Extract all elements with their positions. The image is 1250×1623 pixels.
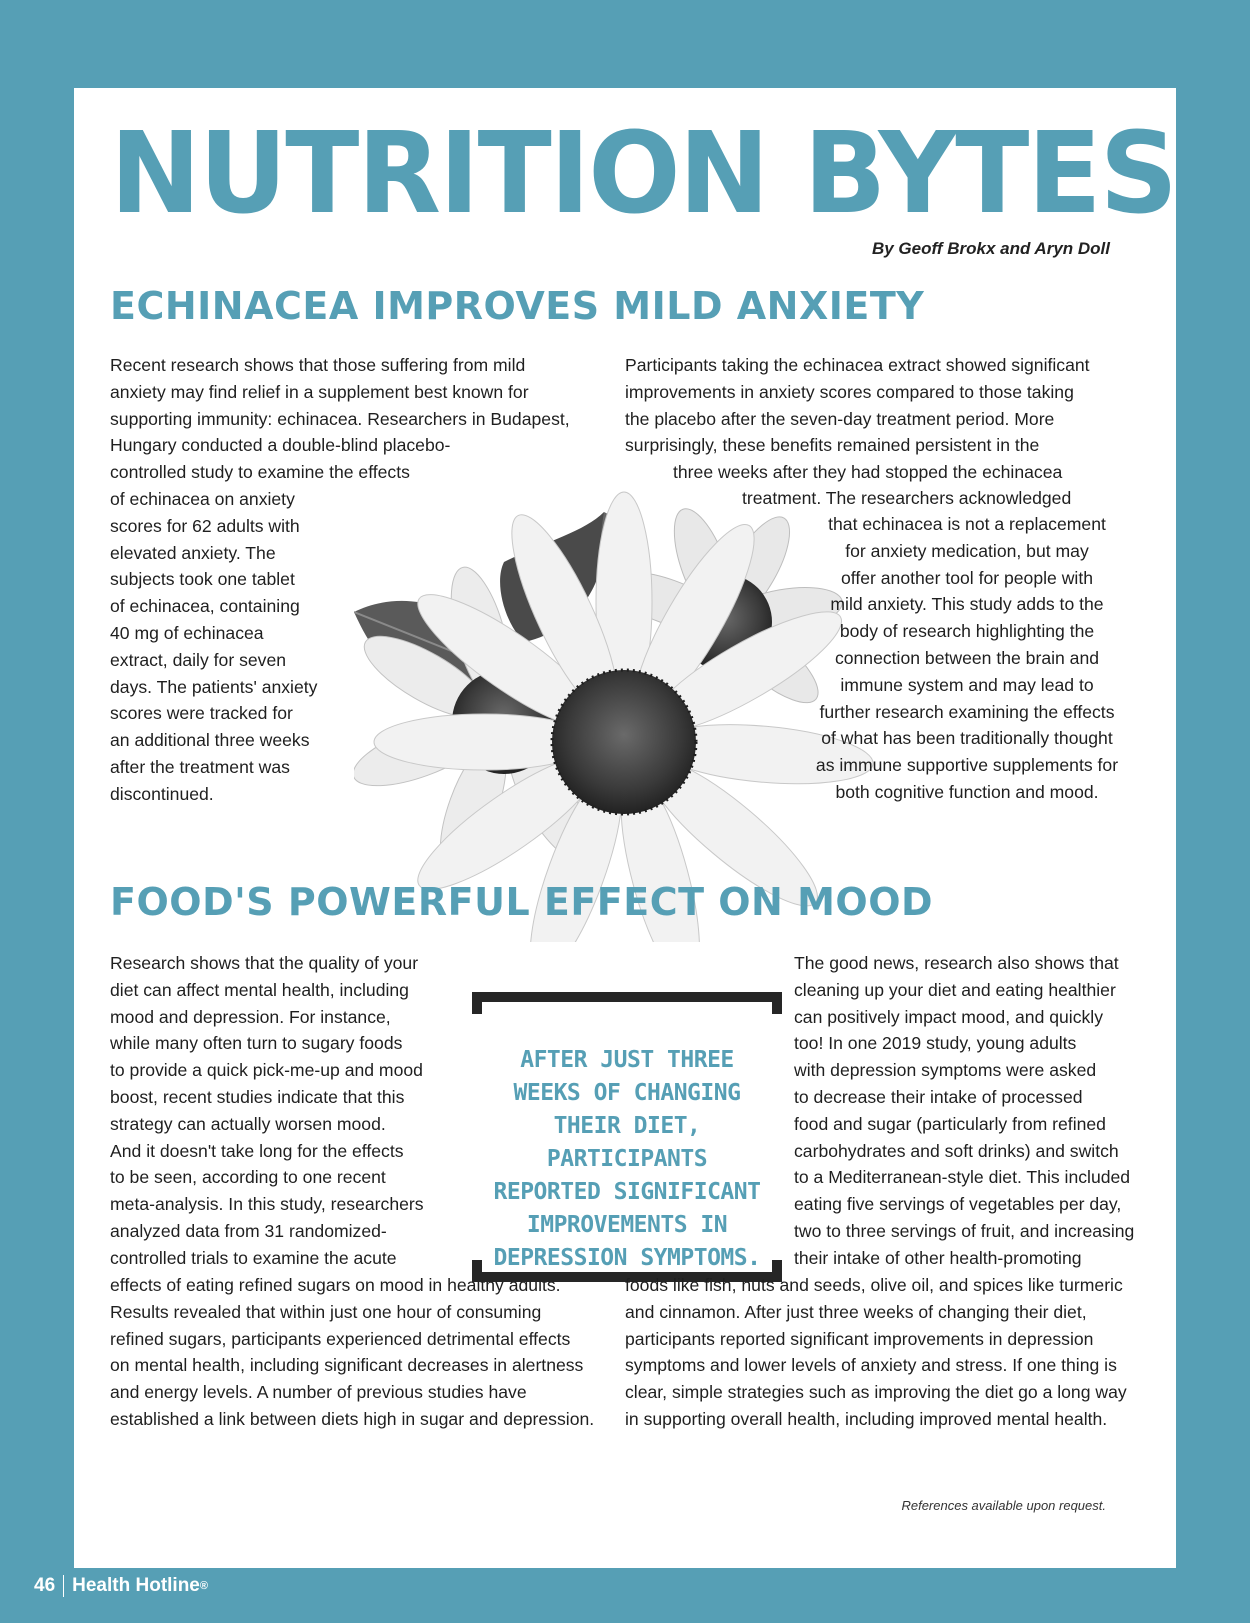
food-left-column-b: effects of eating refined sugars on mood in healthy adults. Results revealed that within just one hour of consuming refined sugars, participants experienced detrimental effects on mental health, including significant decreases in alertness and energy levels. A number of previous studies have established a link between diets high in sugar and depression. xyxy=(110,1275,595,1429)
pull-quote-text: AFTER JUST THREE WEEKS OF CHANGING THEIR DIET, PARTICIPANTS REPORTED SIGNIFICANT IMPROVEMENTS IN DEPRESSION SYMPTOMS. xyxy=(493,1047,761,1271)
page-number: 46 xyxy=(34,1575,56,1596)
echinacea-right-text-4: that echinacea is not a replacement for anxiety medication, but may offer another tool for people with mild anxiety. This study adds to the body of research highlighting the connection between the brain and immune system and may lead to further research examining the effects of what has been traditionally thought as immune supportive supplements for both cognitive function and mood. xyxy=(815,514,1119,802)
footer-divider xyxy=(63,1575,64,1597)
article-page xyxy=(74,88,1176,1568)
section-heading-echinacea: ECHINACEA IMPROVES MILD ANXIETY xyxy=(110,284,925,328)
page-title: NUTRITION BYTES xyxy=(110,109,1176,239)
references-note: References available upon request. xyxy=(901,1498,1106,1513)
echinacea-right-text-2: three weeks after they had stopped the echinacea xyxy=(673,462,1063,482)
pull-quote xyxy=(472,992,782,1282)
publication-name: Health Hotline xyxy=(72,1575,200,1596)
page-footer xyxy=(34,1575,208,1597)
food-left-column-a: Research shows that the quality of your diet can affect mental health, including mood and depression. For instance, while many often turn to sugary foods to provide a quick pick-me-up and mood boost, recent studies indicate that this strategy can actually worsen mood. And it doesn't take long for the effects to be seen, according to one recent meta-analysis. In this study, researchers analyzed data from 31 randomized- controlled trials to examine the acute xyxy=(110,953,424,1268)
echinacea-right-text-3: treatment. The researchers acknowledged xyxy=(742,488,1072,508)
food-right-column-b: foods like fish, nuts and seeds, olive oil, and spices like turmeric and cinnamon. After just three weeks of changing their diet, participants reported significant improvements in depression symptoms and lower levels of anxiety and stress. If one thing is clear, simple strategies such as improving the diet go a long way in supporting overall health, including improved mental health. xyxy=(625,1275,1127,1429)
food-right-column-a: The good news, research also shows that cleaning up your diet and eating healthier can positively impact mood, and quickly too! In one 2019 study, young adults with depression symptoms were asked to decrease their intake of processed food and sugar (particularly from refined carbohydrates and soft drinks) and switch to a Mediterranean-style diet. This included eating five servings of vegetables per day, two to three servings of fruit, and increasing their intake of other health-promoting xyxy=(794,953,1135,1268)
echinacea-right-text-1: Participants taking the echinacea extract showed significant improvements in anxiety scores compared to those taking the placebo after the seven-day treatment period. More surprisingly, these benefits remained persistent in the xyxy=(625,355,1090,456)
pull-quote-bracket-top xyxy=(472,992,782,1014)
byline: By Geoff Brokx and Aryn Doll xyxy=(871,239,1110,258)
registered-mark: ® xyxy=(199,1580,208,1592)
section-heading-food-mood: FOOD'S POWERFUL EFFECT ON MOOD xyxy=(110,880,934,924)
echinacea-left-column: Recent research shows that those suffering from mild anxiety may find relief in a supplement best known for supporting immunity: echinacea. Researchers in Budapest, Hungary conducted a double-blind placebo- controlled study to examine the effects of echinacea on anxiety scores for 62 adults with elevated anxiety. The subjects took one tablet of echinacea, containing 40 mg of echinacea extract, daily for seven days. The patients' anxiety scores were tracked for an additional three weeks after the treatment was discontinued. xyxy=(110,355,570,804)
